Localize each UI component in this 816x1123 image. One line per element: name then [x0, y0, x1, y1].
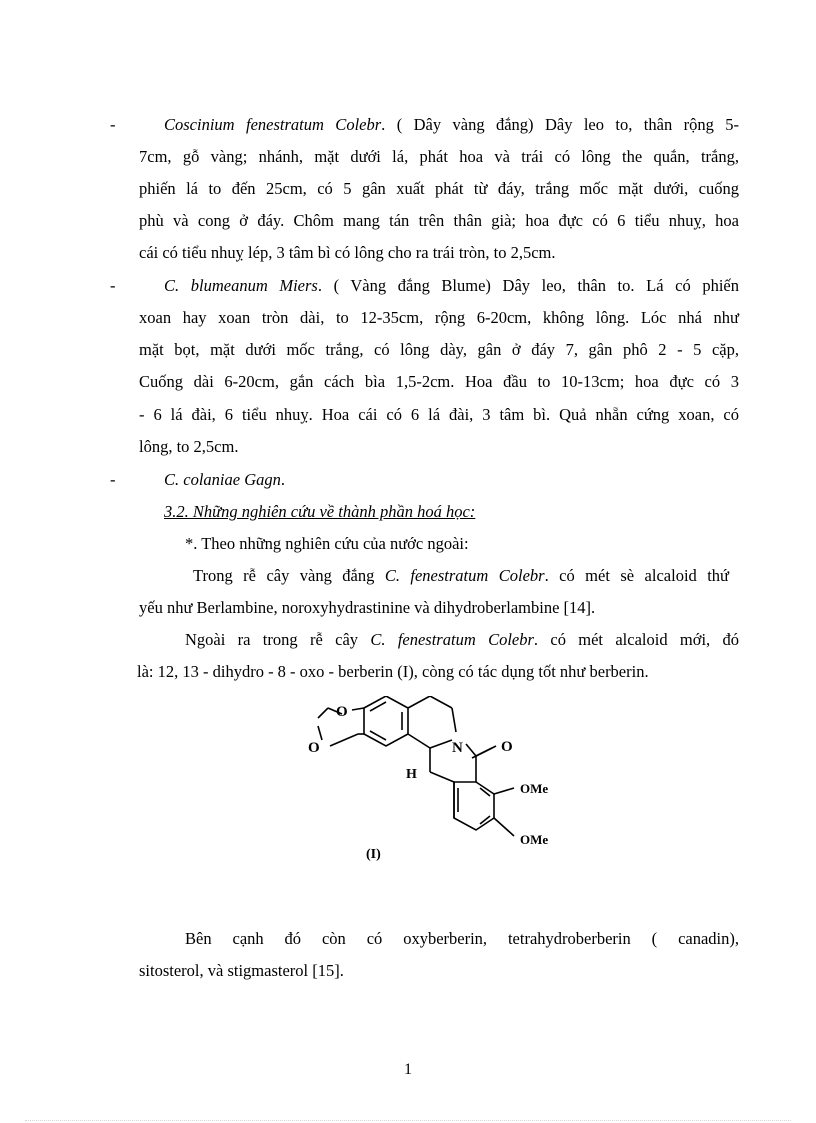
methoxy-group-2: OMe	[520, 832, 549, 847]
chemical-structure	[300, 696, 570, 866]
compound-label: (I)	[366, 847, 381, 862]
species2-line: Cuống dài 6-20cm, gắn cách bìa 1,5-2cm. Hoa đầu to 10-13cm; hoa đực có 3	[139, 372, 739, 391]
footer-divider	[25, 1120, 791, 1121]
carbonyl-oxygen: O	[501, 739, 513, 755]
species-name-italic: C. fenestratum Colebr	[384, 566, 545, 585]
para1-line1: Trong rễ cây vàng đắng C. fenestratum Colebr. có mét sè alcaloid thứ	[193, 566, 729, 585]
page-number: 1	[404, 1061, 412, 1078]
bullet-1: -	[110, 115, 116, 134]
species2-line: xoan hay xoan tròn dài, to 12-35cm, rộng 6-20cm, không lông. Lóc nhá như	[139, 308, 739, 327]
species-name-italic: C. fenestratum Colebr	[370, 630, 534, 649]
species1-line: cái có tiểu nhuỵ lép, 3 tâm bì có lông cho ra trái tròn, to 2,5cm.	[139, 243, 556, 262]
species1-line: phiến lá to đến 25cm, có 5 gân xuất phát từ đáy, trắng mốc mặt dưới, cuống	[139, 179, 739, 198]
section-heading: 3.2. Những nghiên cứu về thành phần hoá học:	[164, 502, 476, 521]
species3-line: C. colaniae Gagn.	[164, 470, 285, 489]
nitrogen-atom: N	[452, 740, 463, 756]
species3-name: C. colaniae Gagn	[164, 470, 281, 489]
para2-line1: Ngoài ra trong rễ cây C. fenestratum Colebr. có mét alcaloid mới, đó	[185, 630, 740, 649]
species2-line: - 6 lá đài, 6 tiểu nhuỵ. Hoa cái có 6 lá đài, 3 tâm bì. Quả nhẵn cứng xoan, có	[139, 405, 739, 424]
species1-desc: . ( Dây vàng đắng) Dây leo to, thân rộng 5-	[381, 115, 739, 134]
foreign-research-heading: *. Theo những nghiên cứu của nước ngoài:	[185, 534, 469, 553]
species1-name: Coscinium fenestratum Colebr	[164, 115, 382, 134]
species2-name: C. blumeanum Miers	[164, 276, 318, 295]
species2-line: lông, to 2,5cm.	[139, 437, 239, 456]
species1-line: phù và cong ở đáy. Chôm mang tán trên thân già; hoa đực có 6 tiểu nhuỵ, hoa	[139, 211, 739, 230]
species2-line: mặt bọt, mặt dưới mốc trắng, có lông dày, gân ở đáy 7, gân phô 2 - 5 cặp,	[139, 340, 739, 359]
hydrogen-atom: H	[406, 767, 417, 782]
para2-line2: là: 12, 13 - dihydro - 8 - oxo - berberin (I), còng có tác dụng tốt như berberin.	[137, 662, 649, 681]
bullet-2: -	[110, 276, 116, 295]
species2-first-line	[164, 276, 739, 296]
species1-first-line	[164, 115, 739, 135]
methoxy-group-1: OMe	[520, 781, 549, 796]
oxygen-atom-2: O	[308, 740, 320, 756]
species2-desc: . ( Vàng đắng Blume) Dây leo, thân to. Lá có phiến	[317, 276, 739, 295]
bullet-3: -	[110, 470, 116, 489]
para1-line2: yếu như Berlambine, noroxyhydrastinine và dihydroberlambine [14].	[139, 598, 596, 617]
oxygen-atom-1: O	[336, 704, 348, 720]
para3-line1: Bên cạnh đó còn có oxyberberin, tetrahydroberberin ( canadin),	[185, 929, 739, 948]
species1-line: 7cm, gỗ vàng; nhánh, mặt dưới lá, phát hoa và trái có lông the quắn, trắng,	[139, 147, 739, 166]
para3-line2: sitosterol, và stigmasterol [15].	[139, 961, 344, 980]
